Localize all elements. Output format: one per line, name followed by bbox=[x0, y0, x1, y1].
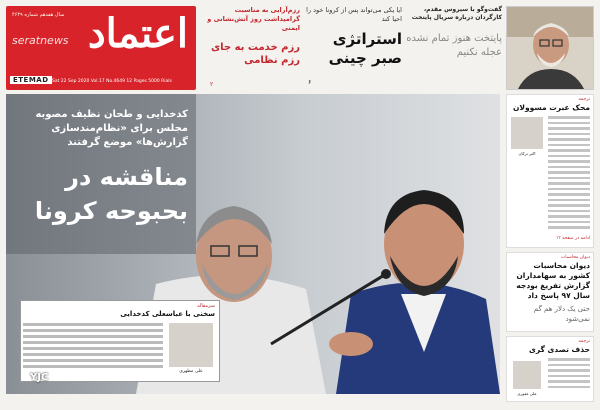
newspaper-logo: اعتماد bbox=[87, 10, 188, 57]
side-photo bbox=[513, 361, 541, 389]
side-article-2[interactable] bbox=[506, 252, 594, 332]
masthead bbox=[6, 6, 196, 90]
author-name: علی مطهری bbox=[179, 369, 203, 374]
teaser-fire-service[interactable] bbox=[206, 6, 300, 90]
continue-link[interactable]: ادامه در صفحه ۱۳ bbox=[555, 235, 590, 241]
teaser-headline: رزم خدمت به جای رزم نظامی bbox=[211, 42, 300, 66]
teaser-interview[interactable] bbox=[406, 6, 502, 90]
editorial-title: سخنی با عباسعلی کدخدایی bbox=[120, 310, 215, 318]
side-body bbox=[545, 356, 593, 393]
editorial-box[interactable] bbox=[20, 300, 220, 382]
side-title: حذف تصدی گری bbox=[529, 345, 590, 354]
page-number: ۲ bbox=[210, 81, 214, 88]
side-rubric: ترجمه bbox=[578, 339, 590, 344]
page-number: ۶ bbox=[308, 79, 312, 86]
director-portrait bbox=[506, 6, 594, 90]
teaser-kicker: رزم‌آرایی به مناسبت گرامیداشت روز آتش‌نشانی و ایمنی bbox=[207, 6, 300, 32]
hero-headline: مناقشه در بحبوحه کرونا bbox=[34, 163, 188, 225]
author-photo bbox=[169, 323, 213, 367]
editorial-rubric: سرمقاله bbox=[197, 303, 215, 309]
side-article-3[interactable] bbox=[506, 336, 594, 402]
newspaper-latin-name: ETEMAD bbox=[10, 76, 52, 84]
teaser-chinese-strategy[interactable] bbox=[304, 6, 402, 90]
teaser-headline: استراتژی صبر چینی bbox=[328, 30, 402, 67]
issue-number: سال هفدهم شماره ۴۶۴۹ bbox=[12, 12, 65, 18]
dateline: Sat 22 Sep 2020 Vol.17 No.4649 12 Pages 5000 Rials bbox=[52, 79, 172, 84]
side-body bbox=[545, 114, 593, 234]
hero-subheadline: کدخدایی و طحان نظیف مصوبه مجلس برای «نظام‌مندسازی گزارش‌ها» موضع گرفتند bbox=[35, 109, 188, 148]
teaser-kicker: گفت‌وگو با سیروس مقدم، کارگردان درباره سریال پایتخت bbox=[411, 6, 502, 21]
side-rubric: دیوان محاسبات bbox=[561, 255, 590, 260]
watermark-seratnews: seratnews bbox=[12, 34, 69, 47]
teaser-quote: پایتخت هنوز تمام نشده عجله نکنیم bbox=[406, 33, 502, 58]
side-pullquote: حتی یک دلار هم گم نمی‌شود bbox=[533, 305, 590, 323]
teaser-kicker: ایا یکی می‌تواند پس از کرونا خود را احیا کند bbox=[306, 6, 402, 23]
yjc-watermark: YJC bbox=[30, 372, 49, 383]
hero-headline-block bbox=[13, 108, 188, 228]
editorial-body-continued bbox=[25, 323, 65, 365]
side-title: محک عبرت مسوولان bbox=[513, 103, 590, 112]
side-rubric: ترجمه bbox=[578, 97, 590, 102]
side-photo-caption: علی غفوری bbox=[517, 391, 537, 396]
side-photo-caption: اکبر ترکان bbox=[518, 151, 536, 156]
side-article-1[interactable] bbox=[506, 94, 594, 248]
side-title: دیوان محاسبات کشور به سهامداران گزارش تفریغ بودجه سال ۹۷ پاسخ داد bbox=[516, 261, 590, 300]
side-photo bbox=[511, 117, 543, 149]
